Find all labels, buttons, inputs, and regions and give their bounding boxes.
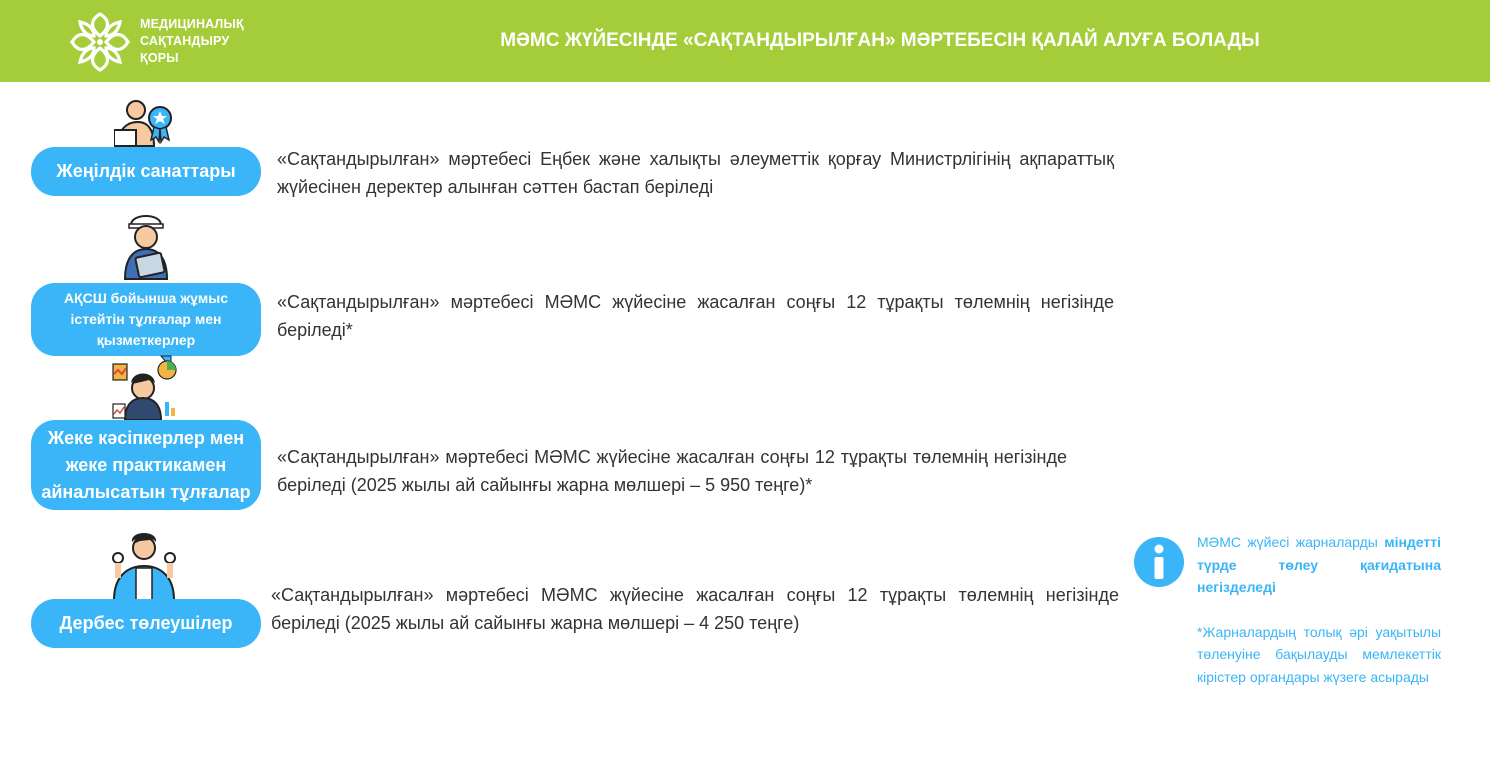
- person-ok-gesture-icon: [108, 528, 180, 605]
- worker-with-helmet-icon: [121, 209, 171, 286]
- fund-logo: [68, 10, 268, 74]
- entrepreneur-with-charts-icon: [111, 350, 181, 425]
- info-icon: [1134, 537, 1184, 587]
- category-label: АҚСШ бойынша жұмыс істейтін тұлғалар мен қызметкерлер: [63, 290, 229, 348]
- category-label: Жеке кәсіпкерлер мен жеке практикамен айналысатын тұлғалар: [41, 427, 251, 502]
- category-label: Дербес төлеушілер: [59, 613, 233, 633]
- category-pill-self-payers: [31, 599, 261, 648]
- logo-line-2: САҚТАНДЫРУ: [140, 34, 230, 48]
- header-bar: [0, 0, 1490, 82]
- category-pill-employees: [31, 283, 261, 356]
- info-footnote: *Жарналардың толық әрі уақытылы төленуіне бақылауды мемлекеттік кірістер органдары жүзеге асырады: [1197, 623, 1441, 685]
- category-pill-benefits: [31, 147, 261, 196]
- info-note: [1197, 531, 1441, 688]
- category-description: «Сақтандырылған» мәртебесі МӘМС жүйесіне жасалған соңғы 12 тұрақты төлемнің негізінде беріледі*: [277, 292, 1114, 340]
- logo-text: [140, 16, 244, 67]
- info-lead: МӘМС жүйесі жарналарды: [1197, 534, 1378, 550]
- page-title: МӘМС ЖҮЙЕСІНДЕ «САҚТАНДЫРЫЛҒАН» МӘРТЕБЕСІН ҚАЛАЙ АЛУҒА БОЛАДЫ: [500, 30, 1260, 51]
- info-bold: міндетті түрде төлеу қағидатына негізделеді: [1197, 534, 1442, 595]
- logo-line-1: МЕДИЦИНАЛЫҚ: [140, 17, 244, 31]
- category-pill-entrepreneurs: [31, 420, 261, 510]
- category-description: «Сақтандырылған» мәртебесі МӘМС жүйесіне жасалған соңғы 12 тұрақты төлемнің негізінде беріледі (2025 жылы ай сайынғы жарна мөлшері – 5 950 теңге)*: [277, 447, 1067, 495]
- category-description: «Сақтандырылған» мәртебесі Еңбек және халықты әлеуметтік қорғау Министрлігінің ақпараттық жүйесінен деректер алынған сәттен бастап беріледі: [277, 149, 1114, 197]
- category-label: Жеңілдік санаттары: [56, 161, 236, 181]
- category-description: «Сақтандырылған» мәртебесі МӘМС жүйесіне жасалған соңғы 12 тұрақты төлемнің негізінде беріледі (2025 жылы ай сайынғы жарна мөлшері – 4 250 теңге): [271, 585, 1119, 633]
- fund-logo-icon: [68, 10, 132, 74]
- person-with-award-icon: [114, 98, 176, 153]
- logo-line-3: ҚОРЫ: [140, 51, 179, 65]
